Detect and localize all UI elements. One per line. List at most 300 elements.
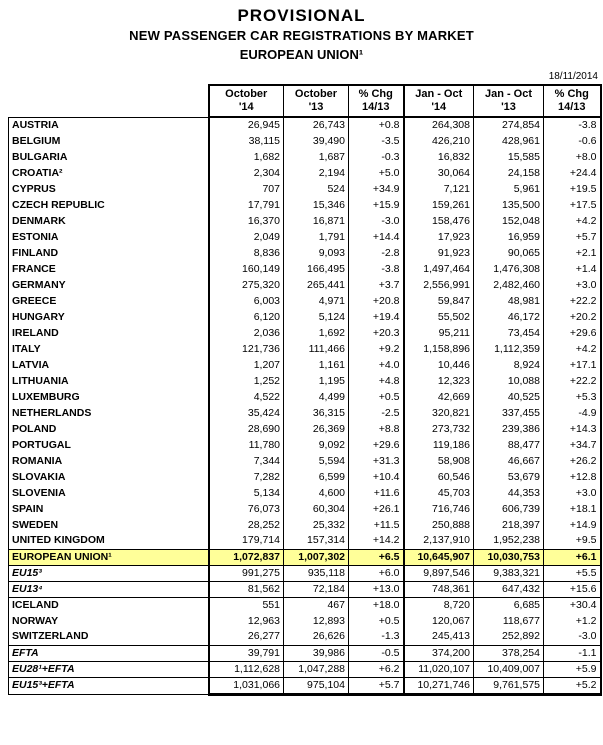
col-header-line1: October (225, 88, 268, 100)
jan-oct-13-value-cell: 1,112,359 (474, 341, 544, 357)
table-row (9, 165, 601, 181)
october-13-value-cell: 1,195 (284, 373, 349, 389)
pct-chg-jan-oct-value-cell: -4.9 (544, 405, 601, 421)
october-14-value-cell: 1,031,066 (209, 677, 284, 694)
report-date: 18/11/2014 (548, 71, 598, 82)
pct-chg-oct-value-cell: -2.8 (349, 245, 404, 261)
jan-oct-14-value-cell: 60,546 (404, 469, 474, 485)
jan-oct-13-value-cell: 9,761,575 (474, 677, 544, 694)
pct-chg-oct-value-cell: +11.5 (349, 517, 404, 533)
pct-chg-oct-value-cell: +14.4 (349, 229, 404, 245)
jan-oct-13-value-cell: 152,048 (474, 213, 544, 229)
pct-chg-jan-oct-value-cell: +15.6 (544, 581, 601, 597)
pct-chg-oct-value-cell: +11.6 (349, 485, 404, 501)
market-label-cell: CZECH REPUBLIC (9, 197, 209, 213)
table-row (9, 501, 601, 517)
jan-oct-13-value-cell: 88,477 (474, 437, 544, 453)
jan-oct-14-value-cell: 9,897,546 (404, 565, 474, 581)
october-13-value-cell: 4,971 (284, 293, 349, 309)
pct-chg-jan-oct-value-cell: +19.5 (544, 181, 601, 197)
pct-chg-jan-oct-value-cell: -0.6 (544, 133, 601, 149)
jan-oct-14-value-cell: 748,361 (404, 581, 474, 597)
market-label-cell: SWEDEN (9, 517, 209, 533)
table-row (9, 453, 601, 469)
pct-chg-oct-value-cell: +20.8 (349, 293, 404, 309)
pct-chg-jan-oct-value-cell: +17.1 (544, 357, 601, 373)
pct-chg-oct-value-cell: +0.5 (349, 613, 404, 629)
pct-chg-jan-oct-value-cell: +20.2 (544, 309, 601, 325)
pct-chg-oct-value-cell: +5.7 (349, 677, 404, 694)
col-header-october-13 (284, 85, 349, 117)
october-14-value-cell: 160,149 (209, 261, 284, 277)
october-14-value-cell: 26,945 (209, 117, 284, 133)
october-14-value-cell: 28,690 (209, 421, 284, 437)
jan-oct-14-value-cell: 158,476 (404, 213, 474, 229)
table-row (9, 437, 601, 453)
report-header (0, 0, 603, 64)
pct-chg-oct-value-cell: -3.5 (349, 133, 404, 149)
pct-chg-oct-value-cell: +0.5 (349, 389, 404, 405)
market-label-cell: LATVIA (9, 357, 209, 373)
october-14-value-cell: 81,562 (209, 581, 284, 597)
october-13-value-cell: 60,304 (284, 501, 349, 517)
table-row (9, 389, 601, 405)
market-label-cell: AUSTRIA (9, 117, 209, 133)
table-row (9, 533, 601, 549)
col-header-line2: 14/13 (557, 101, 586, 113)
table-row (9, 133, 601, 149)
october-13-value-cell: 26,743 (284, 117, 349, 133)
pct-chg-jan-oct-value-cell: +8.0 (544, 149, 601, 165)
jan-oct-14-value-cell: 10,271,746 (404, 677, 474, 694)
table-row (9, 325, 601, 341)
pct-chg-oct-value-cell: -3.8 (349, 261, 404, 277)
october-13-value-cell: 265,441 (284, 277, 349, 293)
market-label-cell: NETHERLANDS (9, 405, 209, 421)
october-13-value-cell: 39,986 (284, 645, 349, 661)
col-header-pct-chg-jan-oct (544, 85, 601, 117)
jan-oct-14-value-cell: 42,669 (404, 389, 474, 405)
jan-oct-14-value-cell: 264,308 (404, 117, 474, 133)
pct-chg-jan-oct-value-cell: +12.8 (544, 469, 601, 485)
pct-chg-jan-oct-value-cell: -3.8 (544, 117, 601, 133)
col-header-line2: '13 (308, 101, 324, 113)
october-13-value-cell: 1,692 (284, 325, 349, 341)
october-14-value-cell: 16,370 (209, 213, 284, 229)
pct-chg-jan-oct-value-cell: +30.4 (544, 597, 601, 613)
jan-oct-13-value-cell: 40,525 (474, 389, 544, 405)
market-label-cell: IRELAND (9, 325, 209, 341)
market-label-cell: EFTA (9, 645, 209, 661)
jan-oct-14-value-cell: 91,923 (404, 245, 474, 261)
october-14-value-cell: 28,252 (209, 517, 284, 533)
market-label-cell: HUNGARY (9, 309, 209, 325)
october-14-value-cell: 1,207 (209, 357, 284, 373)
market-label-cell: GERMANY (9, 277, 209, 293)
table-row (9, 277, 601, 293)
october-14-value-cell: 275,320 (209, 277, 284, 293)
jan-oct-14-value-cell: 273,732 (404, 421, 474, 437)
pct-chg-oct-value-cell: +0.8 (349, 117, 404, 133)
october-14-value-cell: 26,277 (209, 629, 284, 645)
october-13-value-cell: 166,495 (284, 261, 349, 277)
jan-oct-13-value-cell: 274,854 (474, 117, 544, 133)
table-row (9, 629, 601, 645)
pct-chg-oct-value-cell: +14.2 (349, 533, 404, 549)
october-13-value-cell: 9,093 (284, 245, 349, 261)
october-13-value-cell: 157,314 (284, 533, 349, 549)
jan-oct-14-value-cell: 716,746 (404, 501, 474, 517)
october-13-value-cell: 467 (284, 597, 349, 613)
page-region-title: EUROPEAN UNION¹ (239, 47, 364, 62)
pct-chg-oct-value-cell: +29.6 (349, 437, 404, 453)
pct-chg-oct-value-cell: +6.0 (349, 565, 404, 581)
october-13-value-cell: 72,184 (284, 581, 349, 597)
jan-oct-13-value-cell: 606,739 (474, 501, 544, 517)
table-row (9, 565, 601, 581)
pct-chg-oct-value-cell: +26.1 (349, 501, 404, 517)
pct-chg-jan-oct-value-cell: +4.2 (544, 341, 601, 357)
market-label-cell: ICELAND (9, 597, 209, 613)
market-label-cell: LITHUANIA (9, 373, 209, 389)
october-13-value-cell: 4,600 (284, 485, 349, 501)
october-14-value-cell: 76,073 (209, 501, 284, 517)
october-13-value-cell: 39,490 (284, 133, 349, 149)
pct-chg-oct-value-cell: +3.7 (349, 277, 404, 293)
table-row (9, 341, 601, 357)
pct-chg-jan-oct-value-cell: +24.4 (544, 165, 601, 181)
october-13-value-cell: 1,047,288 (284, 661, 349, 677)
jan-oct-14-value-cell: 16,832 (404, 149, 474, 165)
table-row (9, 245, 601, 261)
table-row (9, 661, 601, 677)
jan-oct-13-value-cell: 8,924 (474, 357, 544, 373)
jan-oct-13-value-cell: 16,959 (474, 229, 544, 245)
market-label-cell: FINLAND (9, 245, 209, 261)
table-row (9, 261, 601, 277)
october-13-value-cell: 15,346 (284, 197, 349, 213)
jan-oct-13-value-cell: 1,476,308 (474, 261, 544, 277)
jan-oct-13-value-cell: 44,353 (474, 485, 544, 501)
jan-oct-13-value-cell: 647,432 (474, 581, 544, 597)
jan-oct-14-value-cell: 374,200 (404, 645, 474, 661)
pct-chg-jan-oct-value-cell: +1.4 (544, 261, 601, 277)
pct-chg-jan-oct-value-cell: +5.5 (544, 565, 601, 581)
col-header-pct-chg-oct (349, 85, 404, 117)
october-14-value-cell: 8,836 (209, 245, 284, 261)
october-13-value-cell: 1,161 (284, 357, 349, 373)
jan-oct-14-value-cell: 95,211 (404, 325, 474, 341)
market-label-cell: EU28¹+EFTA (9, 661, 209, 677)
jan-oct-14-value-cell: 12,323 (404, 373, 474, 389)
pct-chg-oct-value-cell: -2.5 (349, 405, 404, 421)
jan-oct-13-value-cell: 46,667 (474, 453, 544, 469)
col-header-jan-oct-13 (474, 85, 544, 117)
pct-chg-oct-value-cell: +19.4 (349, 309, 404, 325)
market-label-cell: SLOVENIA (9, 485, 209, 501)
pct-chg-oct-value-cell: -3.0 (349, 213, 404, 229)
table-row (9, 213, 601, 229)
october-14-value-cell: 12,963 (209, 613, 284, 629)
pct-chg-oct-value-cell: +4.8 (349, 373, 404, 389)
market-label-cell: CYPRUS (9, 181, 209, 197)
jan-oct-13-value-cell: 135,500 (474, 197, 544, 213)
table-row (9, 373, 601, 389)
jan-oct-14-value-cell: 17,923 (404, 229, 474, 245)
market-label-cell: UNITED KINGDOM (9, 533, 209, 549)
pct-chg-jan-oct-value-cell: +22.2 (544, 293, 601, 309)
table-row (9, 597, 601, 613)
col-header-line1: % Chg (358, 88, 393, 100)
pct-chg-jan-oct-value-cell: +14.9 (544, 517, 601, 533)
pct-chg-jan-oct-value-cell: +5.2 (544, 677, 601, 694)
col-header-line1: % Chg (554, 88, 589, 100)
table-row (9, 293, 601, 309)
page-title: PROVISIONAL (237, 6, 366, 25)
pct-chg-jan-oct-value-cell: +18.1 (544, 501, 601, 517)
market-label-cell: ITALY (9, 341, 209, 357)
october-13-value-cell: 16,871 (284, 213, 349, 229)
table-row (9, 549, 601, 565)
october-13-value-cell: 12,893 (284, 613, 349, 629)
jan-oct-14-value-cell: 7,121 (404, 181, 474, 197)
table-row (9, 197, 601, 213)
jan-oct-14-value-cell: 8,720 (404, 597, 474, 613)
october-14-value-cell: 2,304 (209, 165, 284, 181)
jan-oct-13-value-cell: 118,677 (474, 613, 544, 629)
jan-oct-14-value-cell: 58,908 (404, 453, 474, 469)
jan-oct-13-value-cell: 337,455 (474, 405, 544, 421)
october-13-value-cell: 6,599 (284, 469, 349, 485)
market-label-cell: ESTONIA (9, 229, 209, 245)
jan-oct-14-value-cell: 119,186 (404, 437, 474, 453)
pct-chg-jan-oct-value-cell: +1.2 (544, 613, 601, 629)
jan-oct-13-value-cell: 48,981 (474, 293, 544, 309)
october-14-value-cell: 5,134 (209, 485, 284, 501)
col-header-jan-oct-14 (404, 85, 474, 117)
pct-chg-jan-oct-value-cell: +9.5 (544, 533, 601, 549)
table-body (9, 117, 601, 694)
table-row (9, 677, 601, 694)
pct-chg-jan-oct-value-cell: +29.6 (544, 325, 601, 341)
jan-oct-14-value-cell: 245,413 (404, 629, 474, 645)
october-13-value-cell: 25,332 (284, 517, 349, 533)
october-14-value-cell: 179,714 (209, 533, 284, 549)
market-label-cell: NORWAY (9, 613, 209, 629)
jan-oct-13-value-cell: 218,397 (474, 517, 544, 533)
pct-chg-jan-oct-value-cell: +5.3 (544, 389, 601, 405)
market-label-cell: SWITZERLAND (9, 629, 209, 645)
jan-oct-13-value-cell: 10,088 (474, 373, 544, 389)
october-13-value-cell: 36,315 (284, 405, 349, 421)
col-header-line1: October (294, 88, 338, 100)
october-14-value-cell: 7,282 (209, 469, 284, 485)
pct-chg-jan-oct-value-cell: +3.0 (544, 277, 601, 293)
jan-oct-13-value-cell: 9,383,321 (474, 565, 544, 581)
market-label-cell: POLAND (9, 421, 209, 437)
jan-oct-13-value-cell: 6,685 (474, 597, 544, 613)
jan-oct-14-value-cell: 45,703 (404, 485, 474, 501)
october-14-value-cell: 17,791 (209, 197, 284, 213)
table-row (9, 645, 601, 661)
october-13-value-cell: 1,007,302 (284, 549, 349, 565)
pct-chg-oct-value-cell: +31.3 (349, 453, 404, 469)
pct-chg-jan-oct-value-cell: -1.1 (544, 645, 601, 661)
october-13-value-cell: 5,124 (284, 309, 349, 325)
october-14-value-cell: 991,275 (209, 565, 284, 581)
pct-chg-oct-value-cell: +34.9 (349, 181, 404, 197)
pct-chg-oct-value-cell: +10.4 (349, 469, 404, 485)
october-14-value-cell: 2,049 (209, 229, 284, 245)
jan-oct-14-value-cell: 2,137,910 (404, 533, 474, 549)
pct-chg-oct-value-cell: +15.9 (349, 197, 404, 213)
pct-chg-oct-value-cell: +9.2 (349, 341, 404, 357)
jan-oct-14-value-cell: 120,067 (404, 613, 474, 629)
pct-chg-oct-value-cell: -1.3 (349, 629, 404, 645)
jan-oct-13-value-cell: 10,030,753 (474, 549, 544, 565)
pct-chg-jan-oct-value-cell: +3.0 (544, 485, 601, 501)
table-row (9, 181, 601, 197)
jan-oct-13-value-cell: 2,482,460 (474, 277, 544, 293)
pct-chg-jan-oct-value-cell: +17.5 (544, 197, 601, 213)
october-13-value-cell: 9,092 (284, 437, 349, 453)
october-13-value-cell: 111,466 (284, 341, 349, 357)
pct-chg-oct-value-cell: +6.2 (349, 661, 404, 677)
table-row (9, 357, 601, 373)
october-13-value-cell: 975,104 (284, 677, 349, 694)
jan-oct-14-value-cell: 59,847 (404, 293, 474, 309)
october-14-value-cell: 39,791 (209, 645, 284, 661)
october-13-value-cell: 935,118 (284, 565, 349, 581)
october-14-value-cell: 35,424 (209, 405, 284, 421)
market-label-cell: CROATIA² (9, 165, 209, 181)
pct-chg-oct-value-cell: +4.0 (349, 357, 404, 373)
jan-oct-13-value-cell: 1,952,238 (474, 533, 544, 549)
october-13-value-cell: 26,369 (284, 421, 349, 437)
col-header-line1: Jan - Oct (484, 88, 533, 100)
col-header-line2: '13 (501, 101, 516, 113)
jan-oct-14-value-cell: 159,261 (404, 197, 474, 213)
pct-chg-oct-value-cell: -0.3 (349, 149, 404, 165)
october-14-value-cell: 1,252 (209, 373, 284, 389)
market-label-cell: LUXEMBURG (9, 389, 209, 405)
october-13-value-cell: 524 (284, 181, 349, 197)
october-13-value-cell: 1,687 (284, 149, 349, 165)
pct-chg-jan-oct-value-cell: +34.7 (544, 437, 601, 453)
october-13-value-cell: 4,499 (284, 389, 349, 405)
october-14-value-cell: 2,036 (209, 325, 284, 341)
jan-oct-13-value-cell: 15,585 (474, 149, 544, 165)
market-label-cell: ROMANIA (9, 453, 209, 469)
pct-chg-jan-oct-value-cell: +2.1 (544, 245, 601, 261)
market-label-cell: BELGIUM (9, 133, 209, 149)
market-label-cell: FRANCE (9, 261, 209, 277)
pct-chg-oct-value-cell: +6.5 (349, 549, 404, 565)
jan-oct-13-value-cell: 378,254 (474, 645, 544, 661)
table-row (9, 581, 601, 597)
jan-oct-13-value-cell: 5,961 (474, 181, 544, 197)
october-14-value-cell: 38,115 (209, 133, 284, 149)
col-header-line2: '14 (431, 101, 447, 113)
pct-chg-oct-value-cell: +18.0 (349, 597, 404, 613)
jan-oct-13-value-cell: 24,158 (474, 165, 544, 181)
october-13-value-cell: 5,594 (284, 453, 349, 469)
market-label-cell: SPAIN (9, 501, 209, 517)
page-subtitle: NEW PASSENGER CAR REGISTRATIONS BY MARKET (129, 28, 474, 43)
table-row (9, 309, 601, 325)
jan-oct-14-value-cell: 10,645,907 (404, 549, 474, 565)
col-header-line2: 14/13 (361, 101, 390, 113)
jan-oct-14-value-cell: 1,158,896 (404, 341, 474, 357)
table-row (9, 229, 601, 245)
pct-chg-jan-oct-value-cell: +6.1 (544, 549, 601, 565)
october-13-value-cell: 2,194 (284, 165, 349, 181)
october-14-value-cell: 6,003 (209, 293, 284, 309)
october-14-value-cell: 11,780 (209, 437, 284, 453)
market-label-cell: BULGARIA (9, 149, 209, 165)
table-row (9, 485, 601, 501)
pct-chg-oct-value-cell: +20.3 (349, 325, 404, 341)
pct-chg-jan-oct-value-cell: +14.3 (544, 421, 601, 437)
table-row (9, 517, 601, 533)
col-header-line1: Jan - Oct (415, 88, 463, 100)
jan-oct-13-value-cell: 46,172 (474, 309, 544, 325)
market-label-cell: EUROPEAN UNION¹ (9, 549, 209, 565)
jan-oct-13-value-cell: 239,386 (474, 421, 544, 437)
october-14-value-cell: 1,112,628 (209, 661, 284, 677)
market-label-cell: DENMARK (9, 213, 209, 229)
october-14-value-cell: 6,120 (209, 309, 284, 325)
jan-oct-14-value-cell: 426,210 (404, 133, 474, 149)
pct-chg-jan-oct-value-cell: -3.0 (544, 629, 601, 645)
october-13-value-cell: 26,626 (284, 629, 349, 645)
october-14-value-cell: 121,736 (209, 341, 284, 357)
table-row (9, 117, 601, 133)
pct-chg-oct-value-cell: +8.8 (349, 421, 404, 437)
pct-chg-oct-value-cell: +5.0 (349, 165, 404, 181)
pct-chg-oct-value-cell: +13.0 (349, 581, 404, 597)
jan-oct-13-value-cell: 252,892 (474, 629, 544, 645)
pct-chg-jan-oct-value-cell: +4.2 (544, 213, 601, 229)
pct-chg-jan-oct-value-cell: +26.2 (544, 453, 601, 469)
market-label-cell: EU13⁴ (9, 581, 209, 597)
pct-chg-jan-oct-value-cell: +5.7 (544, 229, 601, 245)
jan-oct-13-value-cell: 10,409,007 (474, 661, 544, 677)
table-row (9, 149, 601, 165)
market-label-cell: EU15³+EFTA (9, 677, 209, 694)
registrations-table (8, 84, 602, 696)
jan-oct-14-value-cell: 10,446 (404, 357, 474, 373)
october-14-value-cell: 707 (209, 181, 284, 197)
jan-oct-14-value-cell: 320,821 (404, 405, 474, 421)
october-14-value-cell: 4,522 (209, 389, 284, 405)
october-14-value-cell: 7,344 (209, 453, 284, 469)
october-14-value-cell: 1,682 (209, 149, 284, 165)
jan-oct-14-value-cell: 11,020,107 (404, 661, 474, 677)
jan-oct-14-value-cell: 250,888 (404, 517, 474, 533)
october-14-value-cell: 551 (209, 597, 284, 613)
market-label-cell: SLOVAKIA (9, 469, 209, 485)
table-row (9, 613, 601, 629)
market-label-cell: EU15³ (9, 565, 209, 581)
table-row (9, 421, 601, 437)
jan-oct-14-value-cell: 30,064 (404, 165, 474, 181)
jan-oct-13-value-cell: 90,065 (474, 245, 544, 261)
pct-chg-jan-oct-value-cell: +5.9 (544, 661, 601, 677)
october-13-value-cell: 1,791 (284, 229, 349, 245)
market-label-cell: GREECE (9, 293, 209, 309)
col-header-october-14 (209, 85, 284, 117)
